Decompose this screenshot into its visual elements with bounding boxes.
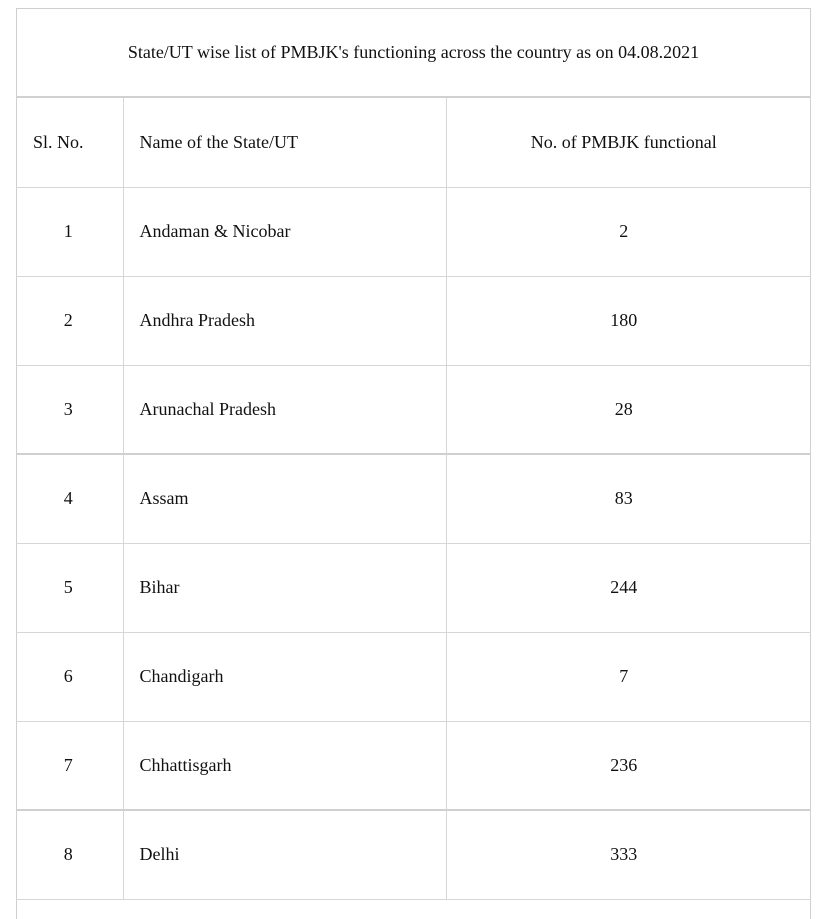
- cell-count: 180: [446, 276, 811, 365]
- header-count: No. of PMBJK functional: [446, 98, 811, 187]
- cell-count: 333: [446, 810, 811, 899]
- table-row: [16, 632, 811, 721]
- cell-state: Arunachal Pradesh: [123, 365, 446, 454]
- cell-sl: 2: [16, 276, 123, 365]
- pmbjk-table: [16, 98, 811, 900]
- cell-sl: 4: [16, 454, 123, 543]
- cell-state: Assam: [123, 454, 446, 543]
- table-title: [16, 8, 811, 98]
- cell-count: 7: [446, 632, 811, 721]
- cell-state: Andhra Pradesh: [123, 276, 446, 365]
- cell-count: 244: [446, 543, 811, 632]
- cell-state: Delhi: [123, 810, 446, 899]
- table-row: [16, 365, 811, 454]
- table-title-text: State/UT wise list of PMBJK's functioning across the country as on 04.08.2021: [127, 41, 700, 62]
- table-row: [16, 276, 811, 365]
- cell-state: Chandigarh: [123, 632, 446, 721]
- table-row: [16, 543, 811, 632]
- cell-state: Bihar: [123, 543, 446, 632]
- cell-sl: 6: [16, 632, 123, 721]
- cell-count: 83: [446, 454, 811, 543]
- header-state: Name of the State/UT: [123, 98, 446, 187]
- table-row: [16, 454, 811, 543]
- cell-sl: 8: [16, 810, 123, 899]
- cell-count: 28: [446, 365, 811, 454]
- cell-sl: 3: [16, 365, 123, 454]
- header-row: [16, 98, 811, 187]
- cell-count: 2: [446, 187, 811, 276]
- cell-sl: 7: [16, 721, 123, 810]
- cell-count: 236: [446, 721, 811, 810]
- table-row: [16, 721, 811, 810]
- table-row: [16, 187, 811, 276]
- cell-sl: 5: [16, 543, 123, 632]
- table-row: [16, 810, 811, 899]
- header-sl-no: Sl. No.: [16, 98, 123, 187]
- cell-state: Andaman & Nicobar: [123, 187, 446, 276]
- cell-sl: 1: [16, 187, 123, 276]
- cell-state: Chhattisgarh: [123, 721, 446, 810]
